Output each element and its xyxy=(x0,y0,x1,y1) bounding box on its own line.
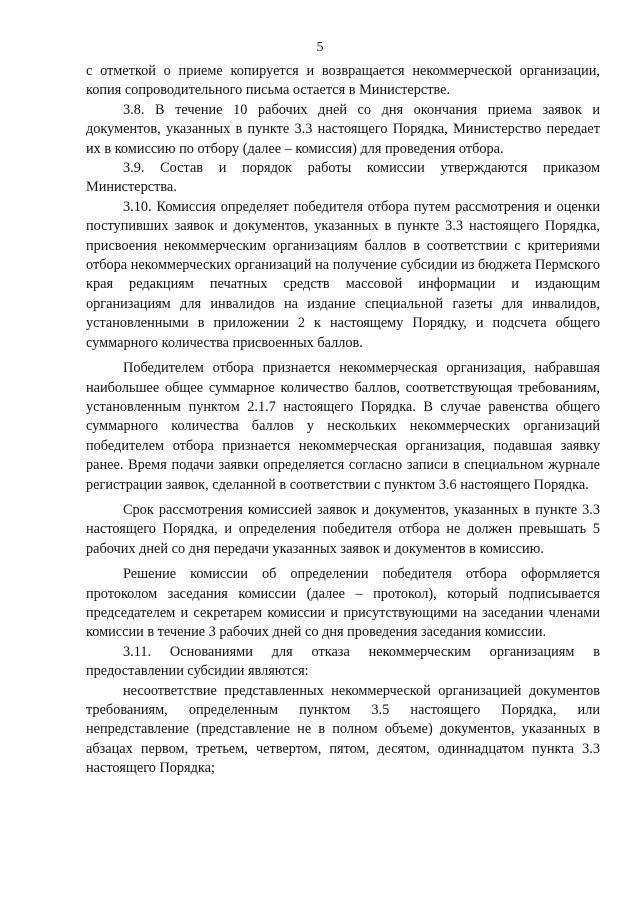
paragraph-continuation: с отметкой о приеме копируется и возвращается некоммерческой организации, копия сопроводительного письма остается в Министерстве. xyxy=(86,63,600,99)
paragraph-3-9: 3.9. Состав и порядок работы комиссии утверждаются приказом Министерства. xyxy=(86,160,600,196)
paragraph-review-period: Срок рассмотрения комиссией заявок и документов, указанных в пункте 3.3 настоящего Порядка, и определения победителя отбора не должен превышать 5 рабочих дней со дня передачи указанных заявок и документов в комиссию. xyxy=(86,501,600,557)
paragraph-refusal-ground: несоответствие представленных некоммерческой организацией документов требованиям, определенным пунктом 3.5 настоящего Порядка, или непредставление (представление не в полном объеме) документов, указанных в абзацах первом, третьем, четвертом, пятом, десятом, одиннадцатом пункта 3.3 настоящего Порядка; xyxy=(86,682,600,777)
document-body xyxy=(86,62,600,779)
paragraph-winner-rule: Победителем отбора признается некоммерческая организация, набравшая наибольшее общее суммарное количество баллов, соответствующая требованиям, установленным пунктом 2.1.7 настоящего Порядка. В случае равенства общего суммарного количества баллов у нескольких некоммерческих организаций победителем отбора признается некоммерческая организация, подавшая заявку ранее. Время подачи заявки определяется согласно записи в специальном журнале регистрации заявок, сделанной в соответствии с пунктом 3.6 настоящего Порядка. xyxy=(86,360,600,493)
paragraph-3-8: 3.8. В течение 10 рабочих дней со дня окончания приема заявок и документов, указанных в пункте 3.3 настоящего Порядка, Министерство передает их в комиссию по отбору (далее – комиссия) для проведения отбора. xyxy=(86,101,600,157)
paragraph-3-10: 3.10. Комиссия определяет победителя отбора путем рассмотрения и оценки поступивших заявок и документов, указанных в пункте 3.3 настоящего Порядка, присвоения некоммерческим организациям баллов в соответствии с критериями отбора некоммерческих организаций на получение субсидии из бюджета Пермского края редакциям печатных средств массовой информации и издающим организациям для инвалидов на издание специальной газеты для инвалидов, установленными в приложении 2 к настоящему Порядку, и подсчета общего суммарного количества присвоенных баллов. xyxy=(86,198,600,351)
paragraph-3-11: 3.11. Основаниями для отказа некоммерческим организациям в предоставлении субсидии являются: xyxy=(86,643,600,680)
paragraph-commission-decision: Решение комиссии об определении победителя отбора оформляется протоколом заседания комиссии (далее – протокол), который подписывается председателем и секретарем комиссии и присутствующими на заседании членами комиссии в течение 3 рабочих дней со дня проведения заседания комиссии. xyxy=(86,566,600,641)
page-number: 5 xyxy=(316,40,324,55)
